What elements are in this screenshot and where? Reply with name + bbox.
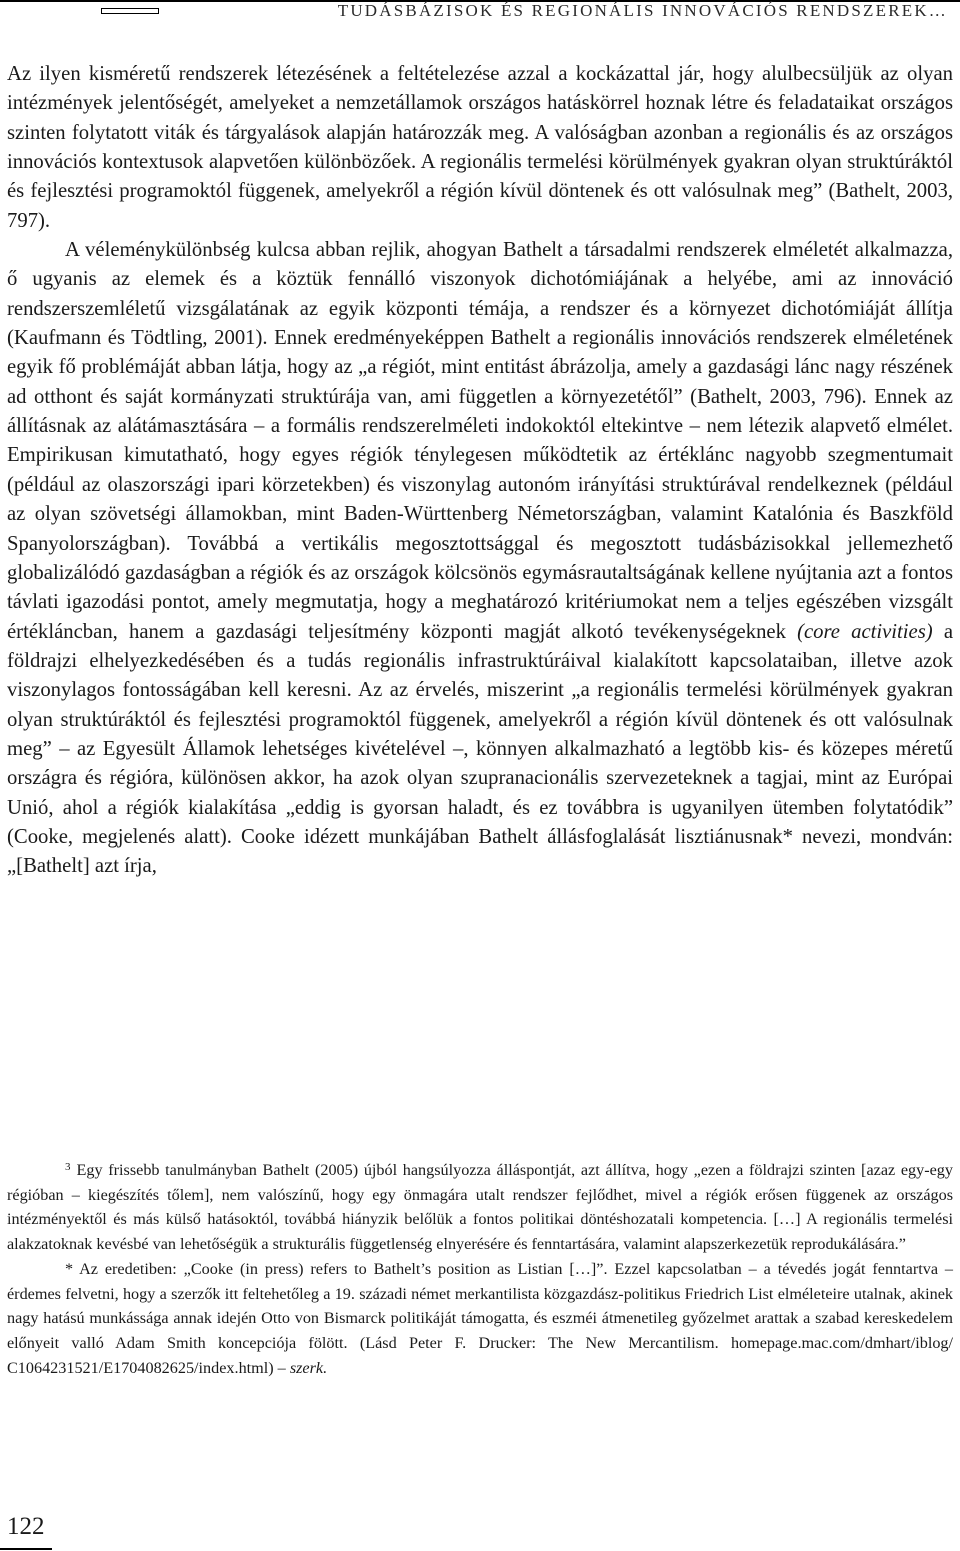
body-paragraph-2-part-a: A véleménykülönbség kulcsa abban rejlik, ahogyan Bathelt a társadalmi rendszerek elméletét alkalmazza, ő ugyanis az elemek és a köztük fennálló viszonyok dichotómiájának a helyébe, ami az innováció rendszerszemléletű vizsgálatának az egyik központi témája, a rendszer és a környezet dichotómiáját állítja (Kaufmann és Tödtling, 2001). Ennek eredményeképpen Bathelt a regionális innovációs rendszerek elméletének egyik fő problémáját abban látja, hogy az „a régiót, mint entitást ábrázolja, amely a gazdasági lánc nagy részének ad otthont és saját kormányzati struktúrája van, ami független a környezetétől” (Bathelt, 2003, 796). Ennek az állításnak az alátámasztására – a formális rendszerelméleti indokoktól eltekintve – nem létezik alapvető elmélet. Empirikusan kimutatható, hogy egyes régiók ténylegesen működtetik az értéklánc nagyobb szegmentumait (például az olaszországi ipari körzetekben) és viszonylag autonóm irányítási struktúrával rendelkeznek (például az olyan szövetségi államokban, mint Baden-Württenberg Németországban, valamint Katalónia és Baszkföld Spanyolországban). Továbbá a vertikális megosztottsággal és megosztott tudásbázisokkal jellemezhető globalizálódó gazdaságban a régiók és az országok kölcsönös egymásrautaltságának kellene nyújtania azt a fontos távlati igazodási pontot, amely megmutatja, hogy a meghatározó kritériumokat nem a teljes egészében vizsgált értékláncban, hanem a gazdasági teljesítmény központi magját alkotó tevékenységeknek <box>7 239 953 643</box>
footnote-3-marker: 3 <box>65 1161 71 1173</box>
page-number: 122 <box>7 1513 45 1540</box>
footnote-star-text: * Az eredetiben: „Cooke (in press) refers to Bathelt’s position as Listian […]”. Ezzel kapcsolatban – a tévedés jogát fenntartva – érdemes felvetni, hogy a szerzők itt feltehetőleg a 19. századi német merkantilista közgazdász-politikus Friedrich List elméleteire utalnak, akinek nagy hatású munkássága annak idején Otto von Bismarck politikáját támogatta, és eszméi átmenetileg győzelmet arattak a szabad kereskedelem előnyeit valló Adam Smith koncepciója fölött. (Lásd Peter F. Drucker: The New Mercantilism. <box>7 1259 953 1352</box>
page-number-rule <box>0 1548 52 1550</box>
header-ornament <box>101 8 159 14</box>
body-paragraph-2-italic-term: (core activities) <box>797 620 933 643</box>
body-paragraph-2 <box>7 236 953 882</box>
footnote-star <box>7 1257 953 1381</box>
body-text <box>7 60 953 882</box>
footnote-3 <box>7 1155 953 1257</box>
running-header <box>0 0 960 34</box>
footnote-star-sign: szerk. <box>289 1358 328 1377</box>
body-paragraph-1: Az ilyen kisméretű rendszerek létezésének a feltételezése azzal a kockázattal jár, hogy alulbecsüljük az olyan intézmények jelentőségét, amelyeket a nemzetállamok országos hatáskörrel hoznak létre és feladataikat országos szinten folytatott viták és tárgyalások alapján határozzák meg. A valóságban azonban a regionális és az országos innovációs kontextusok alapvetően különbözőek. A regionális termelési körülmények gyakran olyan struktúráktól és fejlesztési programoktól függenek, amelyekről a régión kívül döntenek és ott valósulnak meg” (Bathelt, 2003, 797). <box>7 63 953 232</box>
footnote-star-url: homepage.mac.com/dmhart/iblog/ C1064231521/E1704082625/index.html) – <box>7 1333 954 1377</box>
running-head-title: TUDÁSBÁZISOK ÉS REGIONÁLIS INNOVÁCIÓS RENDSZEREK… <box>337 1 948 20</box>
body-paragraph-2-part-b: a földrajzi elhelyezkedésében és a tudás regionális infrastruktúráival kialakított kapcsolataiban, illetve azok viszonylagos fontosságában kell keresni. Az az érvelés, miszerint „a regionális termelési körülmények gyakran olyan struktúráktól és fejlesztési programoktól függenek, amelyekről a régión kívül döntenek és ott valósulnak meg” – az Egyesült Államok lehetséges kivételével –, könnyen alkalmazható a legtöbb kis- és közepes méretű országra és régióra, különösen akkor, ha azok olyan szupranacionális szervezeteknek a tagjai, mint az Európai Unió, ahol a régiók kialakítása „eddig is gyorsan haladt, és ez továbbra is ugyanilyen ütemben folytatódik” (Cooke, megjelenés alatt). Cooke idézett munkájában Bathelt állásfoglalását lisztiánusnak* nevezi, mondván: „[Bathelt] azt írja, <box>7 620 954 878</box>
footnote-3-text: Egy frissebb tanulmányban Bathelt (2005) újból hangsúlyozza álláspontját, azt állítva, hogy „ezen a földrajzi szinten [azaz egy-egy régióban – kiegészítés tőlem], nem valószínű, hogy egy önmagára utalt rendszer fejlődhet, mivel a régiók erősen függenek az országos intézményektől és más külső hatásoktól, továbbá hiányzik belőlük a fontos politikai döntéshozatali kompetencia. […] A regionális termelési alakzatoknak kevésbé van lehetőségük a strukturális függetlenség elnyerésére és fenntartására, valamint alapszerkezetük reprodukálására.” <box>7 1161 953 1254</box>
footnotes <box>7 1155 953 1380</box>
